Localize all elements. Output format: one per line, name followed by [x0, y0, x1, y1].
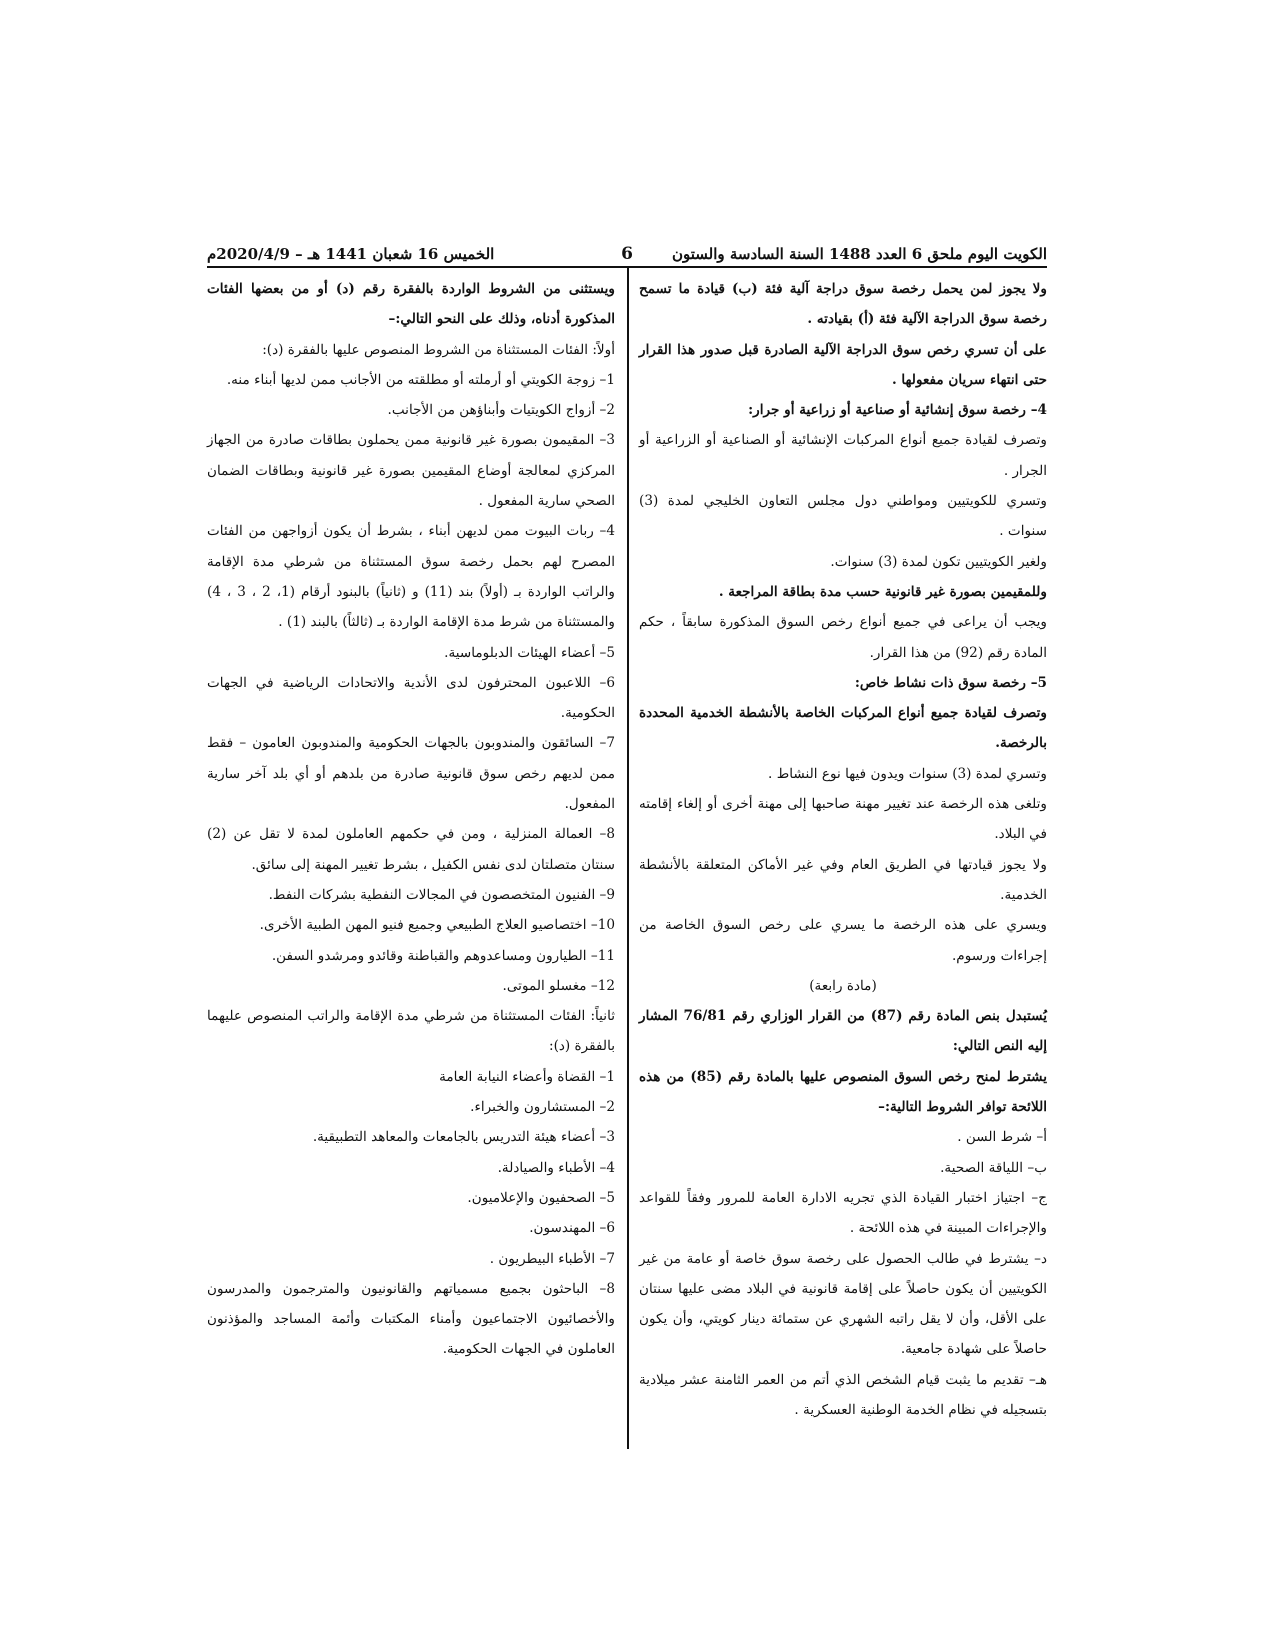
paragraph: يُستبدل بنص المادة رقم (87) من القرار الوزاري رقم 76/81 المشار إليه النص التالي: [639, 1008, 1047, 1055]
paragraph: وتسري للكويتيين ومواطني دول مجلس التعاون الخليجي لمدة (3) سنوات . [639, 493, 1047, 540]
paragraph: على أن تسري رخص سوق الدراجة الآلية الصادرة قبل صدور هذا القرار حتى انتهاء سريان مفعولها . [639, 341, 1047, 388]
paragraph: وللمقيمين بصورة غير قانونية حسب مدة بطاقة المراجعة . [718, 583, 1047, 600]
paragraph: 2– أزواج الكويتيات وأبناؤهن من الأجانب. [387, 402, 615, 419]
left-column [207, 274, 615, 1365]
paragraph: ويسري على هذه الرخصة ما يسري على رخص السوق الخاصة من إجراءات ورسوم. [639, 917, 1047, 964]
paragraph: د– يشترط في طالب الحصول على رخصة سوق خاصة أو عامة من غير الكويتيين أن يكون حاصلاً على إقامة قانونية في البلاد مضى عليها سنتان على الأقل، وأن لا يقل راتبه الشهري عن ستمائة دينار كويتي، وأن يكون حاصلاً على شهادة جامعية. [639, 1250, 1047, 1358]
paragraph: 12– مغسلو الموتى. [502, 977, 615, 994]
paragraph: 4– ربات البيوت ممن لديهن أبناء ، بشرط أن يكون أزواجهن من الفئات المصرح لهم بحمل رخصة سوق المستثناة من شرطي مدة الإقامة والراتب الواردة بـ (أولاً) بند (11) و (ثانياً) بالبنود أرقام (1، 2 ، 3 ، 4) والمستثناة من شرط مدة الإقامة الواردة بـ (ثالثاً) بالبند (1) . [207, 523, 615, 631]
paragraph: 1– زوجة الكويتي أو أرملته أو مطلقته من الأجانب ممن لديها أبناء منه. [226, 371, 615, 388]
paragraph: وتلغى هذه الرخصة عند تغيير مهنة صاحبها إلى مهنة أخرى أو إلغاء إقامته في البلاد. [639, 796, 1047, 843]
paragraph: ولغير الكويتيين تكون لمدة (3) سنوات. [830, 553, 1047, 570]
paragraph: ولا يجوز لمن يحمل رخصة سوق دراجة آلية فئة (ب) قيادة ما تسمح رخصة سوق الدراجة الآلية فئة (أ) بقيادته . [639, 281, 1047, 328]
paragraph: 10– اختصاصيو العلاج الطبيعي وجميع فنيو المهن الطبية الأخرى. [259, 917, 615, 934]
paragraph: 4– الأطباء والصيادلة. [497, 1159, 615, 1176]
paragraph: وتصرف لقيادة جميع أنواع المركبات الإنشائية أو الصناعية أو الزراعية أو الجرار . [639, 432, 1047, 479]
header-page-number: 6 [621, 244, 633, 264]
paragraph: (مادة رابعة) [809, 977, 877, 994]
header-date: الخميس 16 شعبان 1441 هـ – 2020/4/9م [207, 245, 495, 263]
paragraph: 6– اللاعبون المحترفون لدى الأندية والاتحادات الرياضية في الجهات الحكومية. [207, 674, 615, 722]
paragraph: وتصرف لقيادة جميع أنواع المركبات الخاصة بالأنشطة الخدمية المحددة بالرخصة. [639, 705, 1047, 752]
paragraph: وتسري لمدة (3) سنوات ويدون فيها نوع النشاط . [768, 765, 1047, 782]
paragraph: 2– المستشارون والخبراء. [470, 1099, 615, 1116]
paragraph: 8– الباحثون بجميع مسمياتهم والقانونيون والمترجمون والمدرسون والأخصائيون الاجتماعيون وأمناء المكتبات وأئمة المساجد والمؤذنون العاملون في الجهات الحكومية. [207, 1280, 615, 1358]
paragraph: 11– الطيارون ومساعدوهم والقباطنة وقائدو ومرشدو السفن. [271, 947, 615, 964]
paragraph: 5– رخصة سوق ذات نشاط خاص: [854, 674, 1047, 691]
paragraph: 5– الصحفيون والإعلاميون. [467, 1189, 615, 1206]
page-header [207, 234, 1047, 264]
column-divider [627, 266, 629, 1449]
paragraph: 6– المهندسون. [529, 1220, 615, 1237]
paragraph: أ– شرط السن . [957, 1129, 1047, 1146]
paragraph: أولاً: الفئات المستثناة من الشروط المنصوص عليها بالفقرة (د): [262, 341, 615, 358]
paragraph: ولا يجوز قيادتها في الطريق العام وفي غير الأماكن المتعلقة بالأنشطة الخدمية. [639, 856, 1047, 903]
paragraph: 1– القضاة وأعضاء النيابة العامة [439, 1068, 615, 1085]
paragraph: 3– المقيمون بصورة غير قانونية ممن يحملون بطاقات صادرة من الجهاز المركزي لمعالجة أوضاع المقيمين بصورة غير قانونية وبطاقات الضمان الصحي سارية المفعول . [207, 432, 615, 510]
header-publication: الكويت اليوم ملحق 6 العدد 1488 السنة السادسة والستون [671, 245, 1047, 263]
paragraph: 9– الفنيون المتخصصون في المجالات النفطية بشركات النفط. [268, 886, 615, 903]
paragraph: هـ– تقديم ما يثبت قيام الشخص الذي أتم من العمر الثامنة عشر ميلادية بتسجيله في نظام الخدمة الوطنية العسكرية . [639, 1371, 1047, 1418]
paragraph: ثانياً: الفئات المستثناة من شرطي مدة الإقامة والراتب المنصوص عليهما بالفقرة (د): [207, 1008, 615, 1055]
paragraph: ويجب أن يراعى في جميع أنواع رخص السوق المذكورة سابقاً ، حكم المادة رقم (92) من هذا القرار. [639, 614, 1047, 661]
paragraph: ويستثنى من الشروط الواردة بالفقرة رقم (د) أو من بعضها الفئات المذكورة أدناه، وذلك على النحو التالي:– [207, 281, 615, 328]
paragraph: ب– اللياقة الصحية. [940, 1159, 1047, 1176]
paragraph: 5– أعضاء الهيئات الدبلوماسية. [444, 644, 615, 661]
paragraph: 7– السائقون والمندوبون بالجهات الحكومية والمندوبون العامون – فقط ممن لديهم رخص سوق قانونية صادرة من بلدهم أو أي بلد آخر سارية المفعول. [207, 735, 615, 813]
paragraph: 3– أعضاء هيئة التدريس بالجامعات والمعاهد التطبيقية. [312, 1129, 615, 1146]
paragraph: ج– اجتياز اختبار القيادة الذي تجريه الادارة العامة للمرور وفقاً للقواعد والإجراءات المبينة في هذه اللائحة . [639, 1189, 1047, 1237]
paragraph: 7– الأطباء البيطريون . [489, 1250, 615, 1267]
paragraph: 4– رخصة سوق إنشائية أو صناعية أو زراعية أو جرار: [748, 402, 1047, 419]
paragraph: 8– العمالة المنزلية ، ومن في حكمهم العاملون لمدة لا تقل عن (2) سنتان متصلتان لدى نفس الكفيل ، بشرط تغيير المهنة إلى سائق. [207, 826, 615, 873]
right-column [639, 274, 1047, 1425]
paragraph: يشترط لمنح رخص السوق المنصوص عليها بالمادة رقم (85) من هذه اللائحة توافر الشروط التالية:– [639, 1068, 1048, 1116]
